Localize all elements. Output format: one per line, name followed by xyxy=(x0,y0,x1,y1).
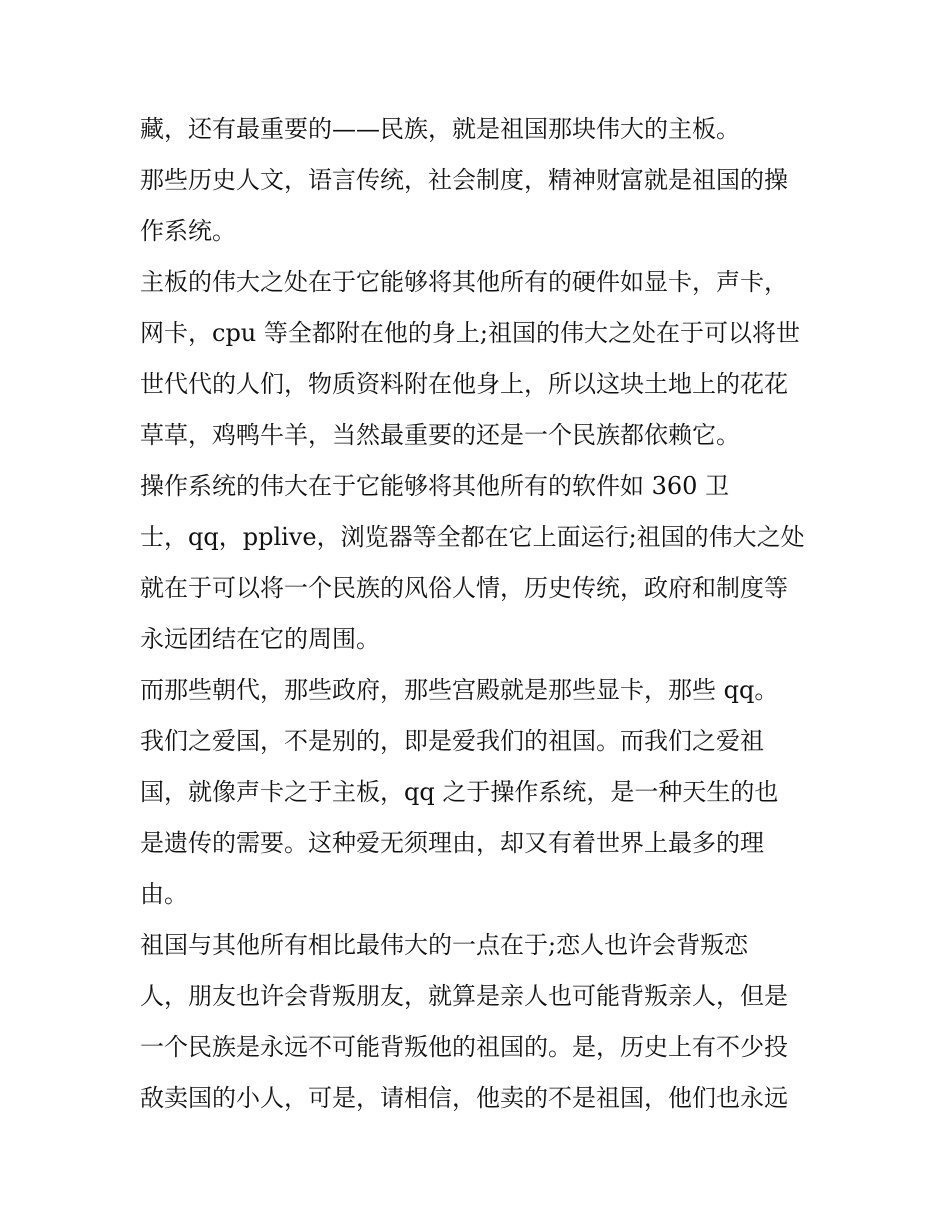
text-line-2: 那些历史人文，语言传统，社会制度，精神财富就是祖国的操 xyxy=(140,166,788,194)
text-line-7: 草草，鸡鸭牛羊，当然最重要的还是一个民族都依赖它。 xyxy=(140,421,740,449)
text-line-13: 我们之爱国，不是别的，即是爱我们的祖国。而我们之爱祖 xyxy=(140,727,764,755)
text-line-20: 敌卖国的小人，可是，请相信，他卖的不是祖国，他们也永远 xyxy=(140,1084,788,1112)
text-line-4: 主板的伟大之处在于它能够将其他所有的硬件如显卡，声卡， xyxy=(140,268,788,296)
text-line-5: 网卡，cpu 等全都附在他的身上;祖国的伟大之处在于可以将世 xyxy=(140,319,800,347)
text-line-15: 是遗传的需要。这种爱无须理由，却又有着世界上最多的理 xyxy=(140,829,764,857)
text-line-11: 永远团结在它的周围。 xyxy=(140,625,380,653)
text-line-3: 作系统。 xyxy=(140,217,236,245)
text-line-8: 操作系统的伟大在于它能够将其他所有的软件如 360 卫 xyxy=(140,472,730,500)
text-line-16: 由。 xyxy=(140,880,188,908)
text-line-12: 而那些朝代，那些政府，那些宫殿就是那些显卡，那些 qq。 xyxy=(140,676,779,704)
text-line-10: 就在于可以将一个民族的风俗人情，历史传统，政府和制度等 xyxy=(140,574,788,602)
text-line-14: 国，就像声卡之于主板，qq 之于操作系统，是一种天生的也 xyxy=(140,778,779,806)
body-text xyxy=(140,104,820,1124)
text-line-19: 一个民族是永远不可能背叛他的祖国的。是，历史上有不少投 xyxy=(140,1033,788,1061)
text-line-18: 人，朋友也许会背叛朋友，就算是亲人也可能背叛亲人，但是 xyxy=(140,982,788,1010)
text-line-1: 藏，还有最重要的——民族，就是祖国那块伟大的主板。 xyxy=(140,115,740,143)
text-line-9: 士，qq，pplive，浏览器等全都在它上面运行;祖国的伟大之处 xyxy=(140,523,805,551)
text-line-17: 祖国与其他所有相比最伟大的一点在于;恋人也许会背叛恋 xyxy=(140,931,749,959)
text-line-6: 世代代的人们，物质资料附在他身上，所以这块土地上的花花 xyxy=(140,370,788,398)
